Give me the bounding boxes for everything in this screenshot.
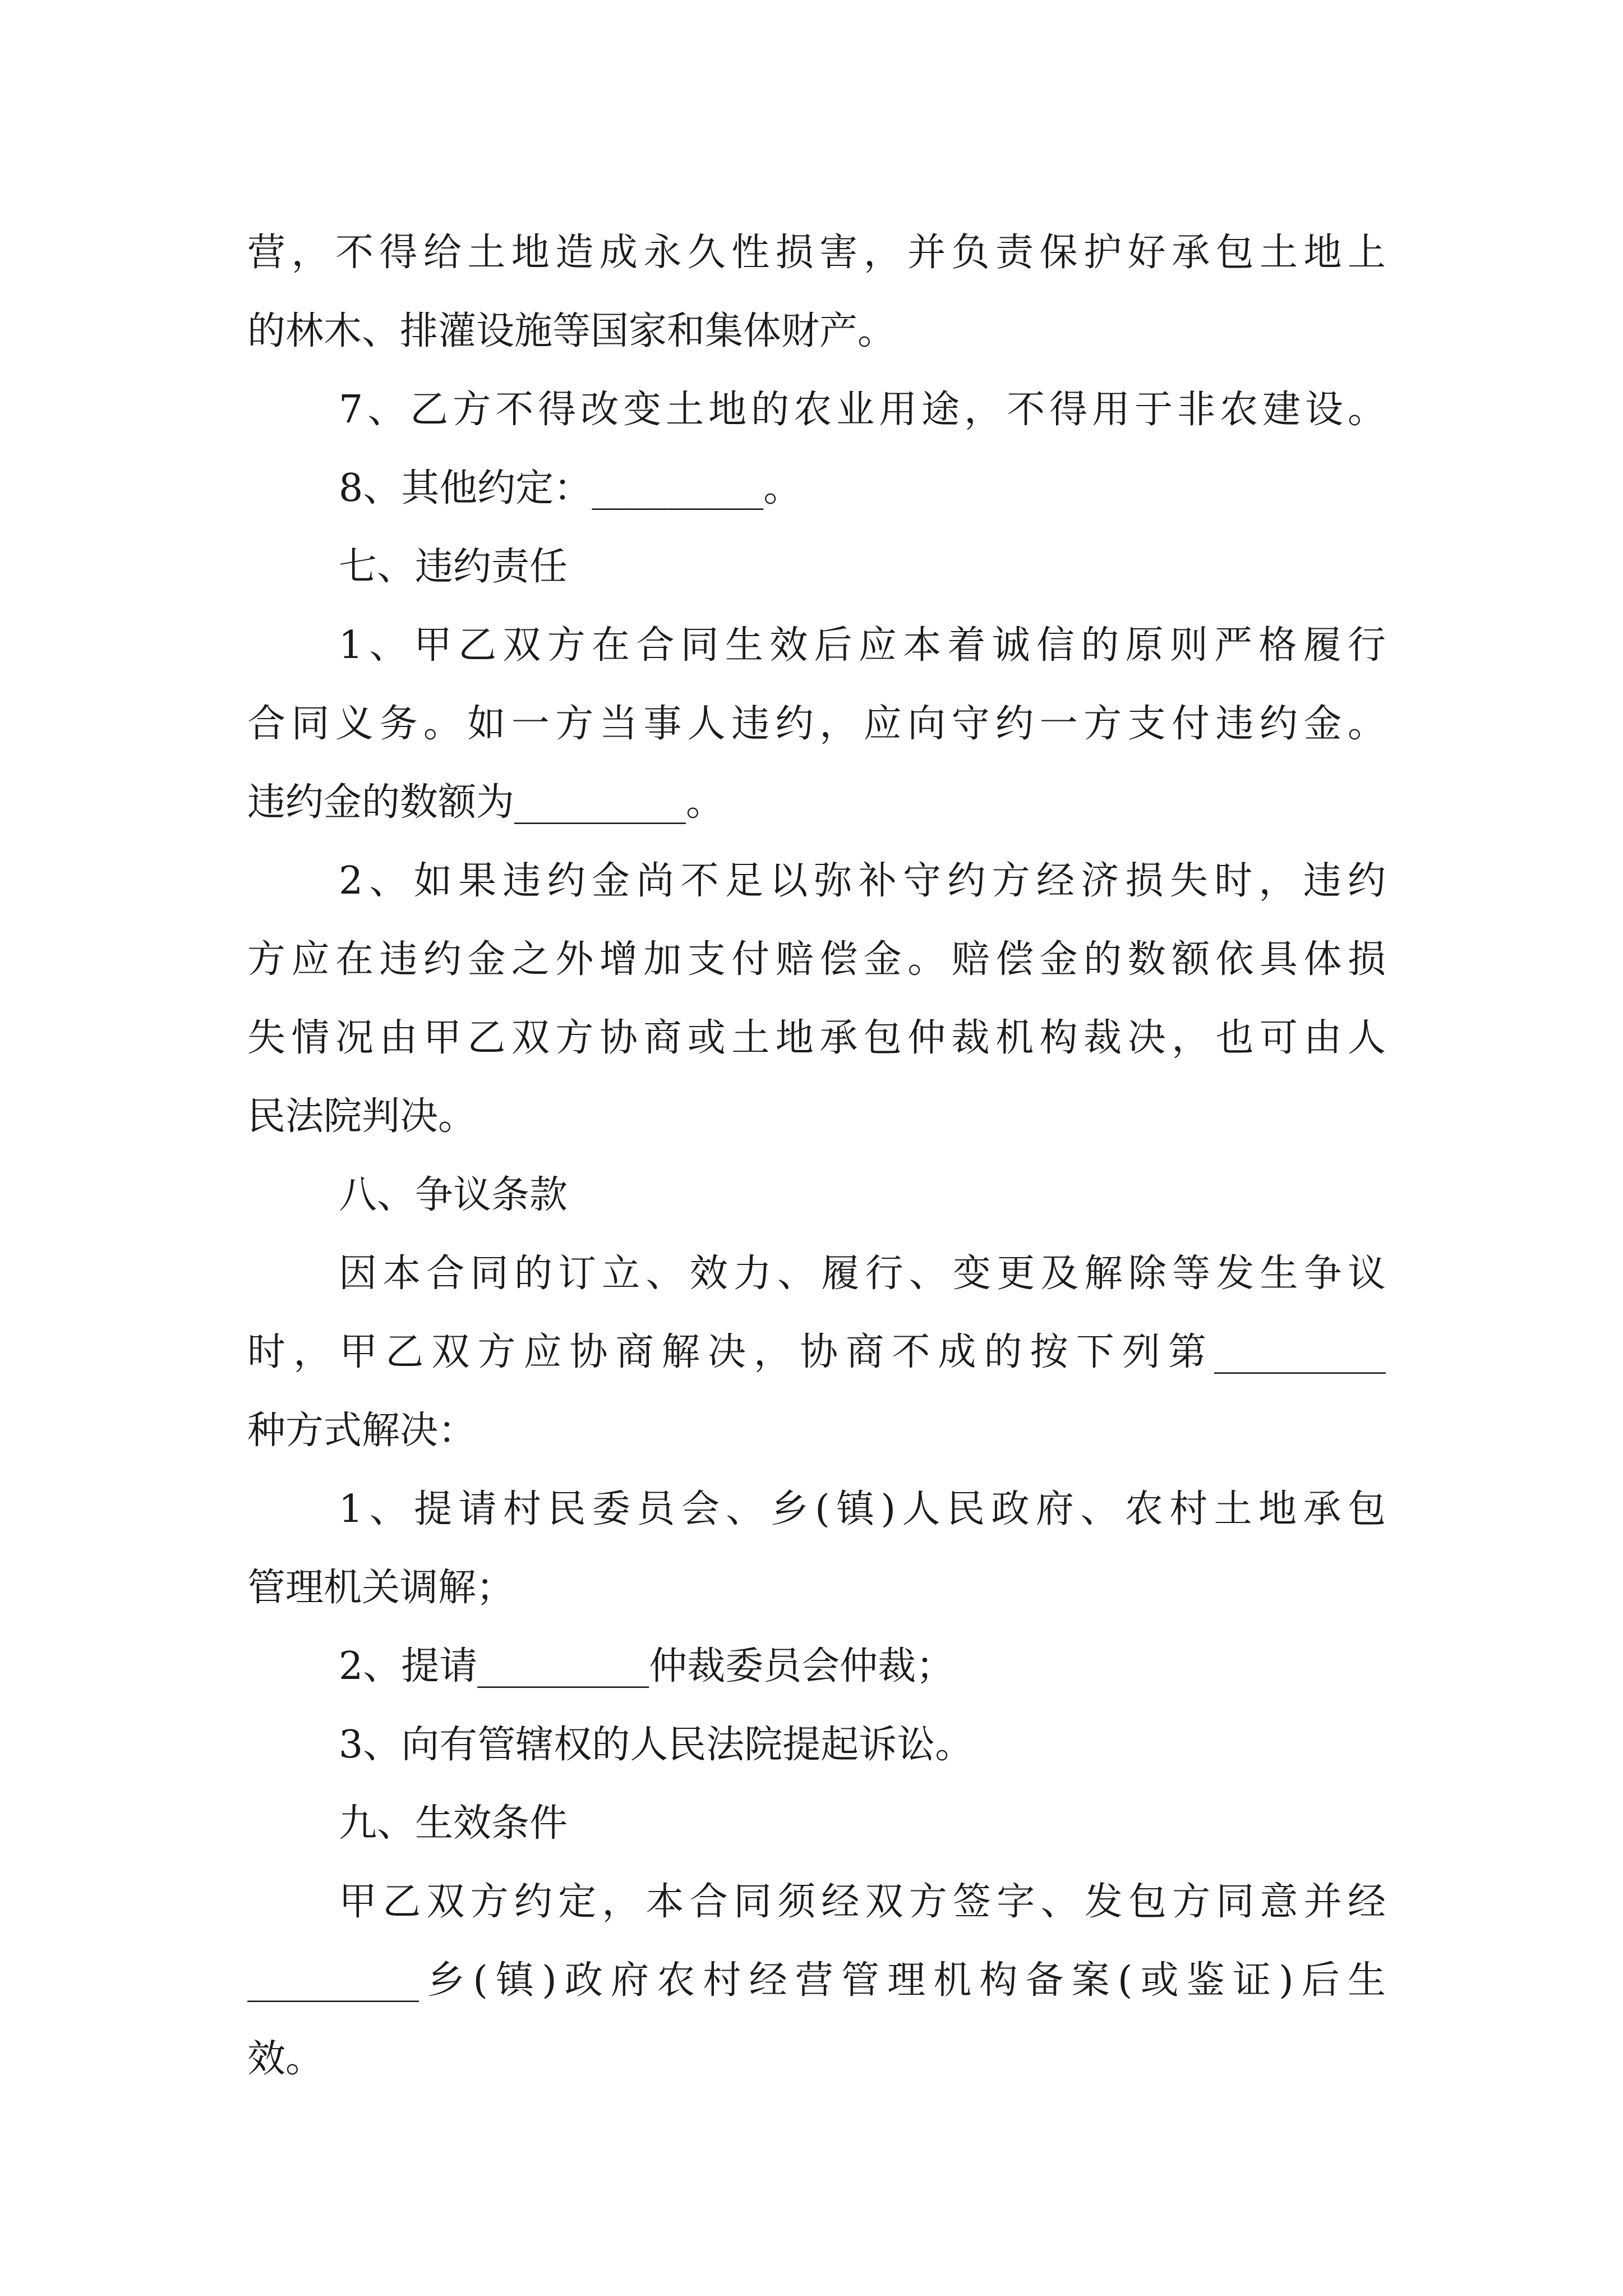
text-line: 7、乙方不得改变土地的农业用途，不得用于非农建设。: [339, 388, 1386, 432]
text-line: 民法院判决。: [247, 1094, 477, 1139]
text-line: 方应在违约金之外增加支付赔偿金。赔偿金的数额依具体损: [247, 937, 1386, 982]
text-line: 时，甲乙双方应协商解决，协商不成的按下列第_________: [247, 1330, 1386, 1374]
text-line: 种方式解决：: [247, 1409, 477, 1453]
text-line: 营，不得给土地造成永久性损害，并负责保护好承包土地上: [247, 231, 1386, 275]
text-line: 管理机关调解；: [247, 1566, 515, 1610]
section-heading: 八、争议条款: [339, 1173, 568, 1217]
text-line: 的林木、排灌设施等国家和集体财产。: [247, 309, 896, 353]
text-line: 1、甲乙双方在合同生效后应本着诚信的原则严格履行: [339, 623, 1386, 668]
text-line: 失情况由甲乙双方协商或土地承包仲裁机构裁决，也可由人: [247, 1016, 1386, 1060]
text-line: 效。: [247, 2037, 324, 2081]
text-line: 因本合同的订立、效力、履行、变更及解除等发生争议: [339, 1251, 1386, 1296]
text-line: 2、提请_________仲裁委员会仲裁；: [339, 1644, 955, 1688]
text-line: 1、提请村民委员会、乡(镇)人民政府、农村土地承包: [339, 1487, 1386, 1531]
section-heading: 七、违约责任: [339, 545, 568, 589]
text-line: 合同义务。如一方当事人违约，应向守约一方支付违约金。: [247, 702, 1386, 746]
text-line: 违约金的数额为_________。: [247, 780, 725, 825]
text-line: 8、其他约定：_________。: [339, 466, 802, 510]
text-line: _________乡(镇)政府农村经营管理机构备案(或鉴证)后生: [247, 1958, 1386, 2003]
text-line: 3、向有管辖权的人民法院提起诉讼。: [339, 1723, 974, 1767]
text-line: 2、如果违约金尚不足以弥补守约方经济损失时，违约: [339, 859, 1386, 903]
text-line: 甲乙双方约定，本合同须经双方签字、发包方同意并经: [339, 1880, 1386, 1924]
section-heading: 九、生效条件: [339, 1801, 568, 1846]
